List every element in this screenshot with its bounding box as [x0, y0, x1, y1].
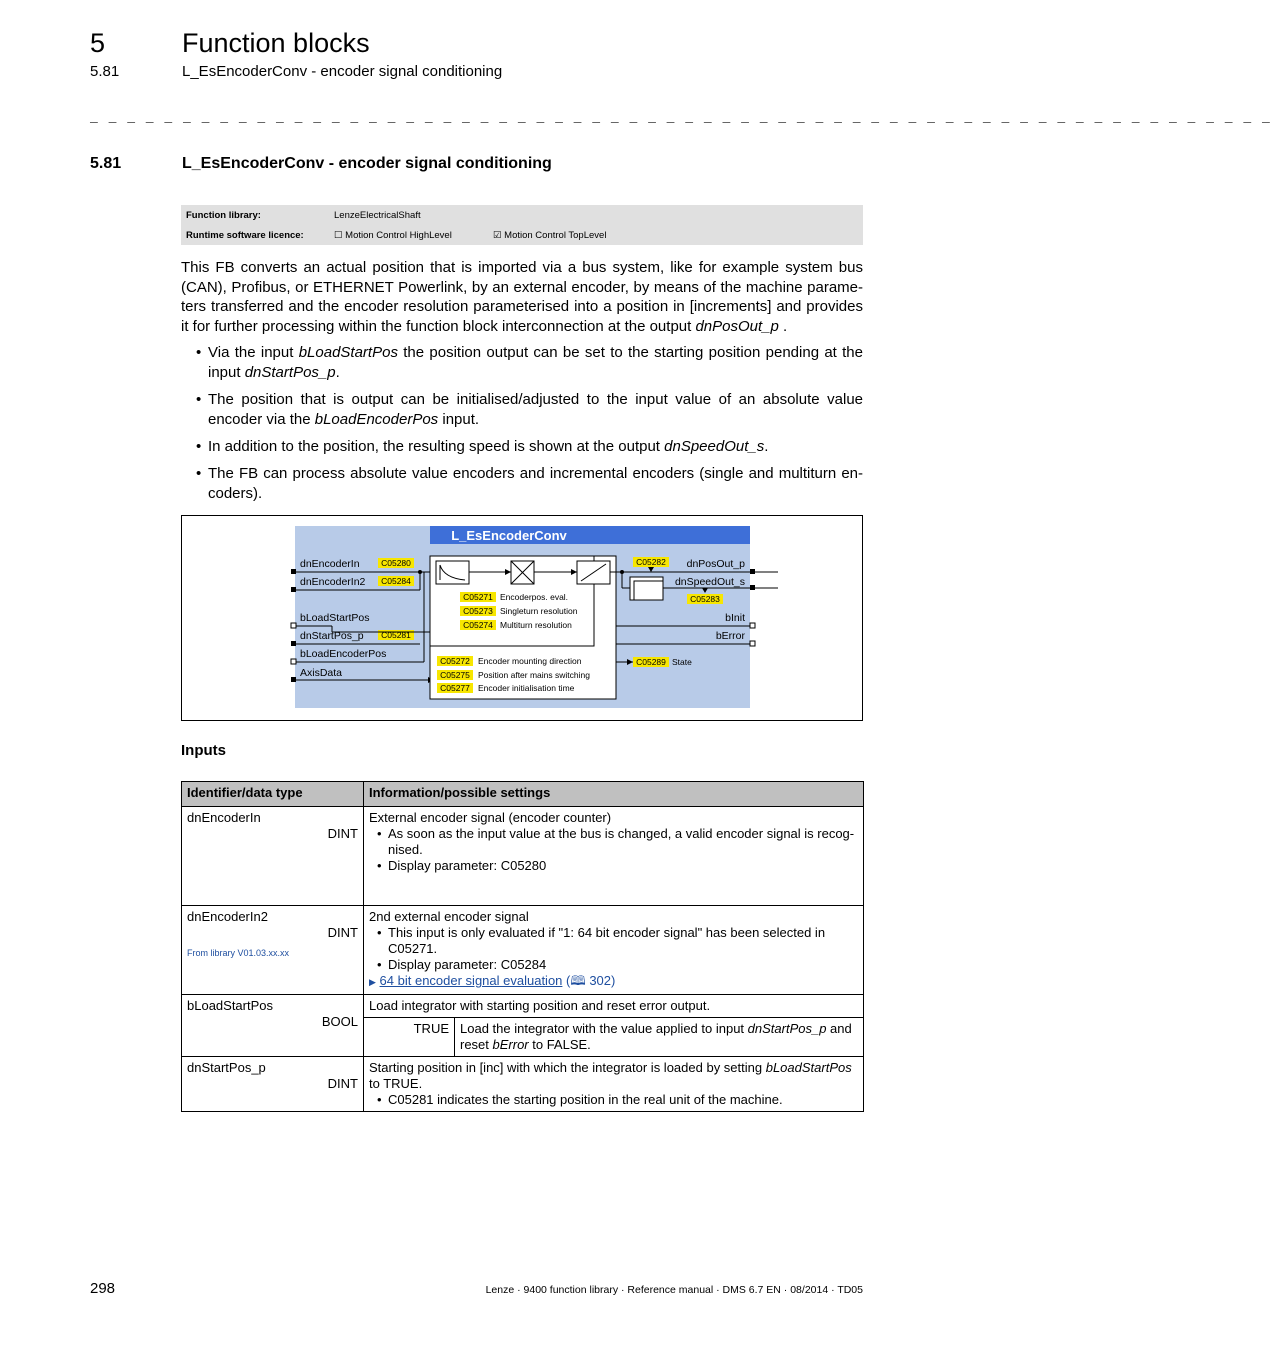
state-label: State — [672, 657, 692, 667]
inputs-heading: Inputs — [181, 742, 226, 759]
table-row — [182, 807, 864, 906]
code-c05272: C05272 — [440, 656, 470, 666]
identifier: dnEncoderIn2 — [187, 909, 268, 924]
page-number: 298 — [90, 1280, 116, 1297]
link-text[interactable]: 64 bit encoder signal evaluation — [379, 973, 563, 988]
value-key: TRUE — [364, 1018, 455, 1056]
list-item: • This input is only evaluated if "1: 64 bit encoder signal" has been selected in C05271. — [381, 925, 858, 957]
param-label: Encoder initialisation time — [478, 683, 575, 693]
row-description: Starting position in [inc] with which the integrator is loaded by setting bLoadStartPos to TRUE. — [369, 1060, 852, 1091]
input-bloadstartpos: bLoadStartPos — [300, 612, 370, 624]
diagram-title: L_EsEncoderConv — [451, 528, 567, 543]
output-dnspeedout-s: dnSpeedOut_s — [674, 576, 745, 588]
input-dnstartpos-p: dnStartPos_p — [300, 630, 364, 642]
param-label: Multiturn resolution — [500, 620, 572, 630]
arrow-right-icon: ▶ — [369, 977, 376, 987]
inputs-table — [181, 781, 864, 1112]
input-axisdata: AxisData — [300, 667, 343, 679]
code-c05277: C05277 — [440, 683, 470, 693]
table-header-information: Information/possible settings — [364, 782, 864, 807]
list-item: • Display parameter: C05280 — [381, 858, 858, 874]
input-dnencoderin2: dnEncoderIn2 — [300, 576, 366, 588]
row-description: Load integrator with starting position and reset error output. — [364, 995, 863, 1018]
speed-block — [630, 577, 663, 600]
data-type: DINT — [327, 925, 358, 940]
output-dnposout-p: dnPosOut_p — [686, 558, 745, 570]
code-c05271: C05271 — [463, 592, 493, 602]
data-type: BOOL — [321, 1014, 358, 1029]
code-c05282: C05282 — [636, 557, 666, 567]
identifier: bLoadStartPos — [187, 998, 274, 1013]
param-label: Singleturn resolution — [500, 606, 578, 616]
output-berror: bError — [715, 630, 745, 642]
code-c05275: C05275 — [440, 670, 470, 680]
chapter-number: 5 — [90, 28, 106, 58]
value-description: Load the integrator with the value applied to input dnStartPos_p and reset bError to FALSE. — [460, 1021, 852, 1052]
data-type: DINT — [327, 1076, 358, 1091]
book-icon: 🕮 — [570, 973, 586, 988]
link-page[interactable]: 302 — [589, 973, 612, 988]
section-title: L_EsEncoderConv - encoder signal conditioning — [182, 155, 552, 172]
licence-label: Runtime software licence: — [186, 230, 304, 241]
list-item: • Display parameter: C05284 — [381, 957, 858, 973]
input-dnencoderin: dnEncoderIn — [300, 558, 360, 570]
library-value: LenzeElectricalShaft — [334, 210, 421, 221]
code-c05281: C05281 — [381, 630, 411, 640]
input-bloadencoderpos: bLoadEncoderPos — [300, 648, 387, 660]
licence-option-highlevel: ☐ Motion Control HighLevel — [334, 230, 452, 241]
intro-end: . — [778, 317, 788, 335]
data-type: DINT — [327, 826, 358, 841]
intro-paragraph — [181, 258, 863, 336]
code-c05274: C05274 — [463, 620, 493, 630]
table-row — [182, 995, 864, 1057]
row-list — [369, 1092, 858, 1108]
table-row — [182, 1057, 864, 1112]
library-label: Function library: — [186, 210, 261, 221]
list-item: • C05281 indicates the starting position in the real unit of the machine. — [381, 1092, 858, 1108]
code-c05284: C05284 — [381, 576, 411, 586]
footer-text: Lenze · 9400 function library · Reference manual · DMS 6.7 EN · 08/2014 · TD05 — [485, 1284, 863, 1296]
output-binit: bInit — [725, 612, 745, 624]
cross-reference-link[interactable]: ▶ 64 bit encoder signal evaluation (🕮 302) — [369, 973, 616, 988]
table-header-identifier: Identifier/data type — [182, 782, 364, 807]
chapter-title: Function blocks — [182, 28, 370, 58]
licence-option-toplevel: ☑ Motion Control TopLevel — [493, 230, 607, 241]
filter-block — [436, 561, 469, 584]
param-label: Position after mains switching — [478, 670, 590, 680]
param-label: Encoder mounting direction — [478, 656, 582, 666]
header-section-title: L_EsEncoderConv - encoder signal conditioning — [182, 63, 503, 80]
diagram-svg — [182, 516, 862, 720]
row-description: 2nd external encoder signal — [369, 909, 529, 924]
list-item: • As soon as the input value at the bus is changed, a valid encoder signal is recognised. — [381, 826, 858, 858]
row-list — [369, 925, 858, 973]
table-row — [182, 906, 864, 995]
header-section-number: 5.81 — [90, 63, 120, 80]
identifier: dnStartPos_p — [187, 1060, 266, 1075]
row-description: External encoder signal (encoder counter) — [369, 810, 612, 825]
code-c05289: C05289 — [636, 657, 666, 667]
row-list — [369, 826, 858, 874]
version-note: From library V01.03.xx.xx — [187, 948, 290, 958]
section-number: 5.81 — [90, 155, 122, 172]
identifier: dnEncoderIn — [187, 810, 261, 825]
code-c05273: C05273 — [463, 606, 493, 616]
code-c05280: C05280 — [381, 558, 411, 568]
param-label: Encoderpos. eval. — [500, 592, 569, 602]
function-block-diagram — [181, 515, 863, 721]
intro-text: This FB converts an actual position that is imported via a bus system, like for example system bus (CAN), Profibus, or ETHERNET Powerlink, by an external encoder, by means of the machine parameters transferred and the encoder resolution parameterised into a position in [increments] and provides it for further processing within the function block interconnection at the output — [181, 259, 863, 335]
code-c05283: C05283 — [690, 594, 720, 604]
intro-emphasis: dnPosOut_p — [695, 317, 779, 335]
header-divider: _ _ _ _ _ _ _ _ _ _ _ _ _ _ _ _ _ _ _ _ _ _ _ _ _ _ _ _ _ _ _ _ _ _ _ _ _ _ _ _ _ _ _ _ _ _ _ _ _ _ _ _ _ _ _ _ _ _ _ _ _ _ _ _ — [90, 110, 1271, 125]
library-info-box — [181, 205, 863, 245]
